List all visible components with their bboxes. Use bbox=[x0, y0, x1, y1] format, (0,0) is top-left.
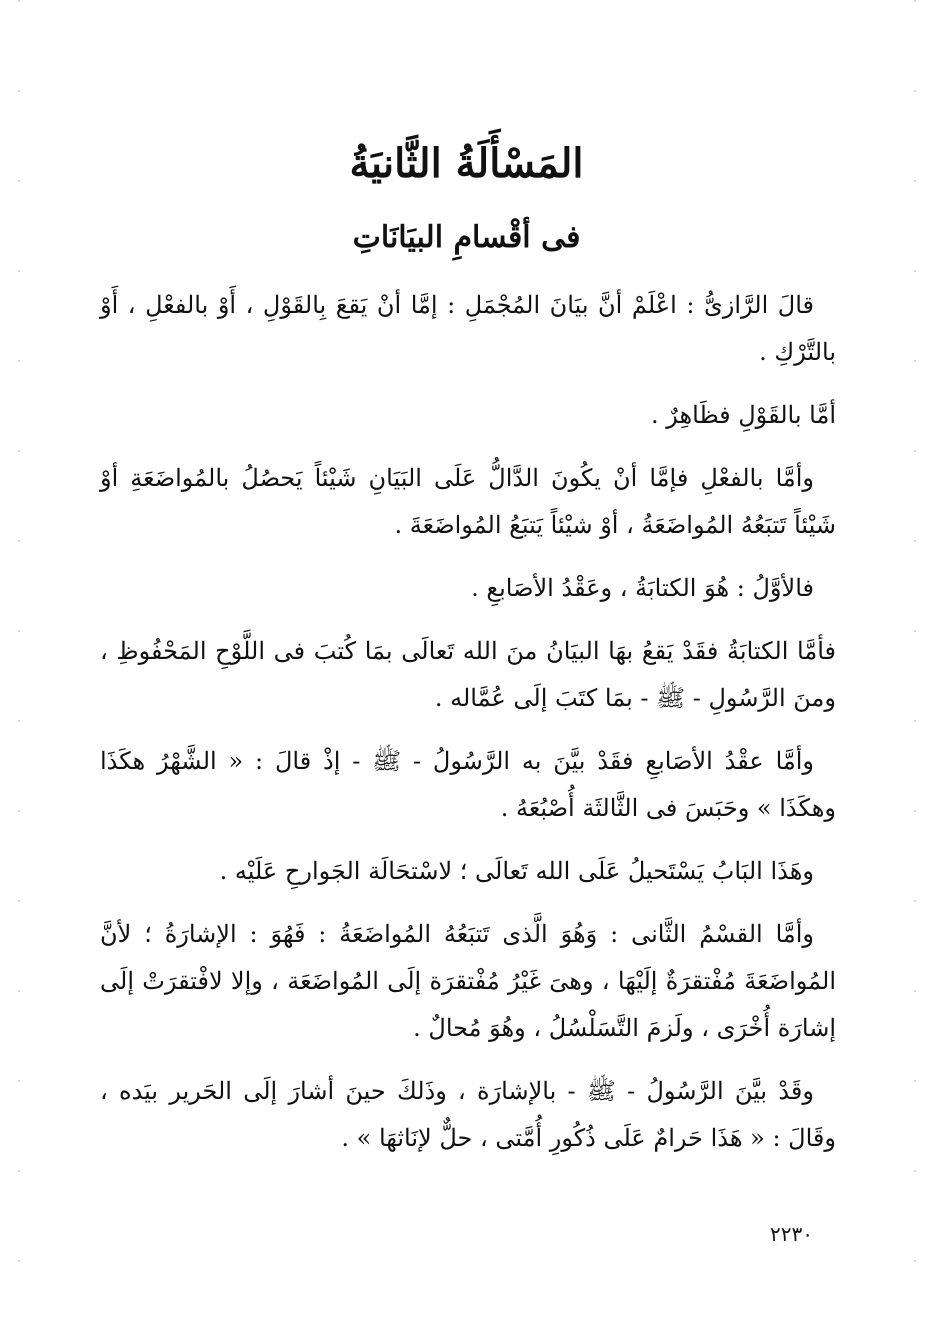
page-number: ٢٢٣٠ bbox=[770, 1222, 813, 1246]
left-margin-dots bbox=[18, 0, 20, 1333]
paragraph-4: فالأوَّلُ : هُوَ الكتابَةُ ، وعَقْدُ الأصَابعِ . bbox=[471, 574, 814, 602]
paragraph-1: قالَ الرَّازىُّ : اعْلَمْ أنَّ بيَانَ المُجْمَلِ : إمَّا أنْ يَقعَ بِالقَوْلِ ، أَوْ بالفعْلِ ، أَوْ بالتَّرْكِ . bbox=[100, 291, 836, 366]
right-margin-dots bbox=[914, 0, 916, 1333]
paragraph-8: وأمَّا القسْمُ الثَّانى : وَهُوَ الَّذى تَتبَعُهُ المُواضَعَةُ : فَهُوَ : الإشارَةُ ؛ لأنَّ المُواضَعَةَ مُفْتقرَةٌ إلَيْهَا ، وهىَ غَيْرُ مُفْتقرَة إلَى المُواضَعَة ، وإلا لافْتقرَتْ إلَى إشارَة أُخْرَى ، ولَزمَ التَّسَلْسُلُ ، وهُوَ مُحالٌ . bbox=[100, 920, 836, 1042]
page-subtitle: فى أقْسامِ البيَانَاتِ bbox=[352, 220, 581, 255]
paragraph-3: وأمَّا بالفعْلِ فإمَّا أنْ يكُونَ الدَّالُّ عَلَى البَيَانِ شَيْئاً يَحصُلُ بالمُواضَعَةِ أوْ شَيْئاً تَتبَعُهُ المُواضَعَةُ ، أوْ شيْئاً يَتبَعُ المُواضَعَةَ . bbox=[100, 464, 836, 539]
page-title: المَسْأَلَةُ الثَّانيَةُ bbox=[349, 140, 584, 187]
paragraph-2: أمَّا بالقَوْلِ فظَاهِرٌ . bbox=[650, 401, 836, 429]
paragraph-6: وأمَّا عقْدُ الأصَابعِ فقَدْ بيَّنَ به الرَّسُولُ - ﷺ - إذْ قالَ : « الشَّهْرُ هكَذَا وهكَذَا » وحَبَسَ فى الثَّالثَة أُصْبُعَهُ . bbox=[100, 747, 836, 822]
paragraph-9: وقَدْ بيَّنَ الرَّسُولُ - ﷺ - بالإشارَة ، وذَلكَ حينَ أشارَ إلَى الحَرير بيَده ، وقَالَ : « هَذَا حَرامٌ عَلَى ذُكُورِ أُمَّتى ، حلٌّ لإنَاثهَا » . bbox=[100, 1077, 836, 1152]
paragraph-7: وهَذَا البَابُ يَسْتَحيلُ عَلَى الله تَعالَى ؛ لاسْتحَالَة الجَوارحِ عَلَيْه . bbox=[219, 857, 814, 885]
paragraph-5: فأمَّا الكتابَةُ فقَدْ يَقعُ بهَا البيَانُ منَ الله تَعالَى بمَا كُتبَ فى اللَّوْحِ المَحْفُوظِ ، ومنَ الرَّسُولِ - ﷺ - بمَا كتَبَ إلَى عُمَّاله . bbox=[100, 637, 836, 712]
body-text bbox=[100, 282, 836, 1178]
